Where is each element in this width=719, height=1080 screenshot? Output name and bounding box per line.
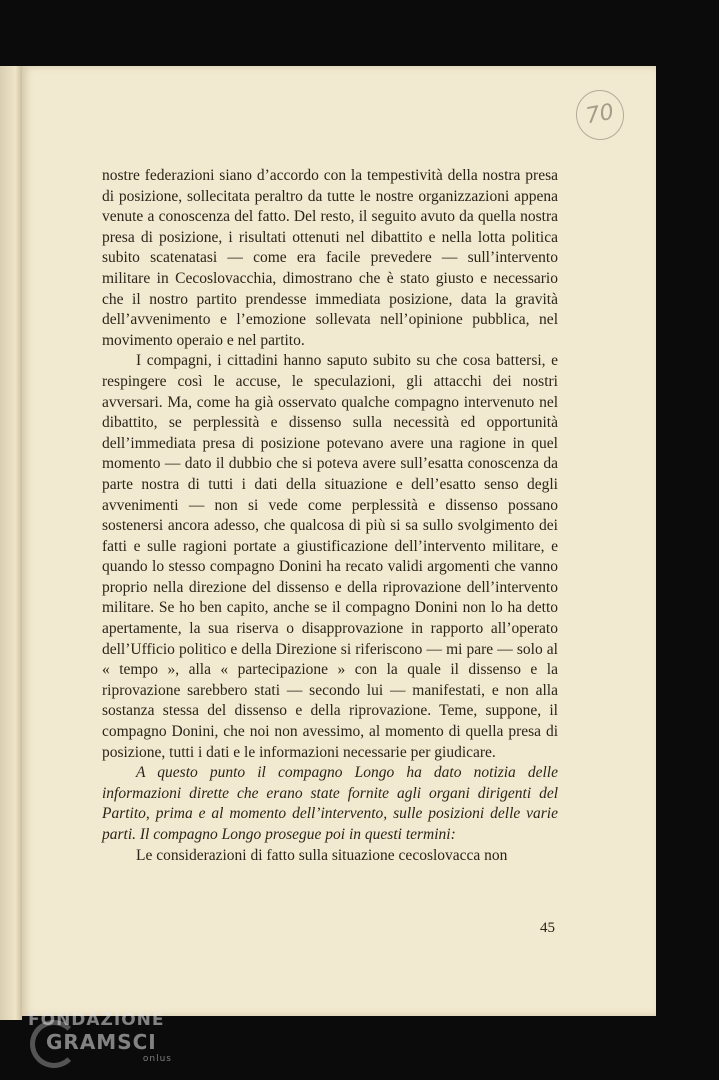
- page-left-edge: [0, 66, 22, 1020]
- watermark: [28, 1010, 188, 1064]
- paragraph: Le considerazioni di fatto sulla situazione cecoslovacca non: [136, 846, 508, 864]
- paragraph: I compagni, i cittadini hanno saputo subito su che cosa battersi, e respingere così le accuse, le speculazioni, gli attacchi dei nostri avversari. Ma, come ha già osservato qualche compagno intervenuto nel dibattito, se perplessità e dissenso sulla necessità ed opportunità dell’immediata presa di posizione potevano avere una ragione in quel momento — dato il dubbio che si poteva avere sull’esatta conoscenza da parte nostra di tutti i dati della situazione e dell’esatto senso degli avvenimenti — non si vede come perplessità e dissenso possano sostenersi ancora adesso, che qualcosa di più si sa sullo svolgimento dei fatti e sulle ragioni portate a giustificazione dell’intervento militare, e quando lo stesso compagno Donini ha recato validi argomenti che vanno proprio nella direzione del dissenso e della riprovazione dell’intervento militare. Se ho ben capito, anche se il compagno Donini non lo ha detto apertamente, la sua riserva o disapprovazione in rapporto all’operato dell’Ufficio politico e della Direzione si riferiscono — mi pare — solo al « tempo », alla « partecipazione » con la quale il dissenso e la riprovazione sarebbero stati — secondo lui — manifestati, e non alla sostanza stessa del dissenso e della riprovazione. Teme, suppone, il compagno Donini, che noi non avessimo, al momento di quella presa di posizione, tutti i dati e le informazioni necessarie per giudicare.: [102, 352, 558, 761]
- watermark-line-3: onlus: [142, 1054, 172, 1064]
- body-text: [102, 166, 558, 866]
- editorial-note: A questo punto il compagno Longo ha dato notizia delle informazioni dirette che erano state fornite agli organi dirigenti del Partito, prima e al momento dell’intervento, sulle posizioni delle varie parti. Il compagno Longo prosegue poi in questi termini:: [102, 764, 558, 843]
- watermark-line-2: GRAMSCI: [46, 1030, 157, 1054]
- page-number: 45: [540, 920, 555, 936]
- handwritten-page-annotation: 70: [572, 86, 628, 144]
- paragraph: nostre federazioni siano d’accordo con la tempestività della nostra presa di posizione, sollecitata peraltro da tutte le nostre organizzazioni appena venute a conoscenza del fatto. Del resto, il seguito avuto da quella nostra presa di posizione, i risultati ottenuti nel dibattito e nella lotta politica subito scatenatasi — come era facile prevedere — sull’intervento militare in Cecoslovacchia, dimostrano che è stato giusto e necessario che il nostro partito prendesse immediata posizione, data la gravità dell’avvenimento e l’emozione sollevata nell’opinione pubblica, nel movimento operaio e nel partito.: [102, 167, 558, 349]
- watermark-line-1: FONDAZIONE: [28, 1010, 165, 1030]
